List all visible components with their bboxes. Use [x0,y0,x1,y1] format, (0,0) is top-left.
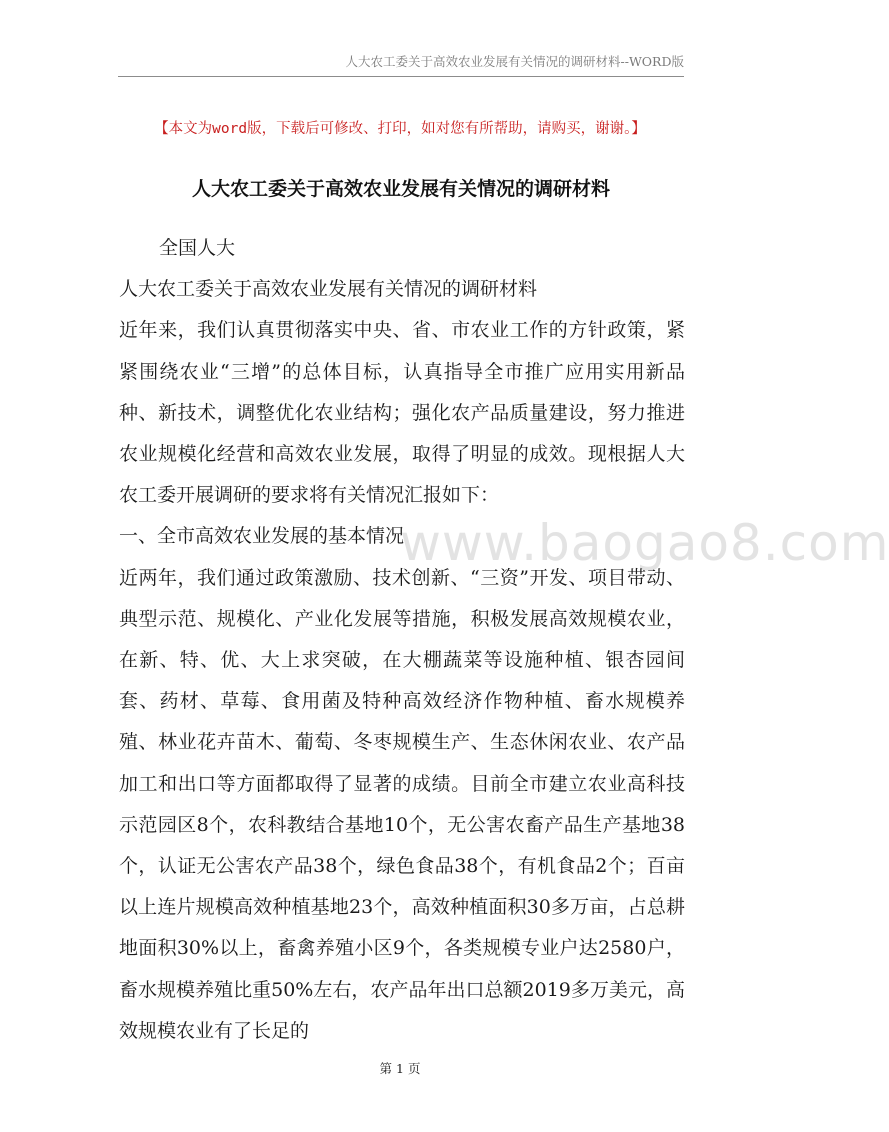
paragraph-subtitle: 人大农工委关于高效农业发展有关情况的调研材料 [119,278,538,301]
page-header: 人大农工委关于高效农业发展有关情况的调研材料--WORD版 [118,52,684,77]
page-number: 第 1 页 [379,1061,421,1076]
section-heading: 一、全市高效农业发展的基本情况 [119,525,405,548]
document-title: 人大农工委关于高效农业发展有关情况的调研材料 [191,178,610,200]
watermark: www.baogao8.com [400,514,889,572]
paragraph-situation: 近两年，我们通过政策激励、技术创新、“三资”开发、项目带动、典型示范、规模化、产业化发展等措施，积极发展高效规模农业，在新、特、优、大上求突破，在大棚蔬菜等设施种植、银杏园间套、药材、草莓、食用菌及特种高效经济作物种植、畜水规模养殖、林业花卉苗木、葡萄、冬枣规模生产、生态休闲农业、农产品加工和出口等方面都取得了显著的成绩。目前全市建立农业高科技示范园区8个，农科教结合基地10个，无公害农畜产品生产基地38个，认证无公害农产品38个，绿色食品38个，有机食品2个；百亩以上连片规模高效种植基地23个，高效种植面积30多万亩，占总耕地面积30%以上，畜禽养殖小区9个，各类规模专业户达2580户，畜水规模养殖比重50%左右，农产品年出口总额2019多万美元，高效规模农业有了长足的 [119,566,685,1042]
document-body [119,228,685,1052]
purchase-notice: 【本文为word版，下载后可修改、打印，如对您有所帮助，请购买，谢谢。】 [154,121,646,137]
paragraph-intro: 近年来，我们认真贯彻落实中央、省、市农业工作的方针政策，紧紧围绕农业“三增”的总体目标，认真指导全市推广应用实用新品种、新技术，调整优化农业结构；强化农产品质量建设，努力推进农业规模化经营和高效农业发展，取得了明显的成效。现根据人大农工委开展调研的要求将有关情况汇报如下： [119,319,685,507]
paragraph-org: 全国人大 [159,237,236,259]
